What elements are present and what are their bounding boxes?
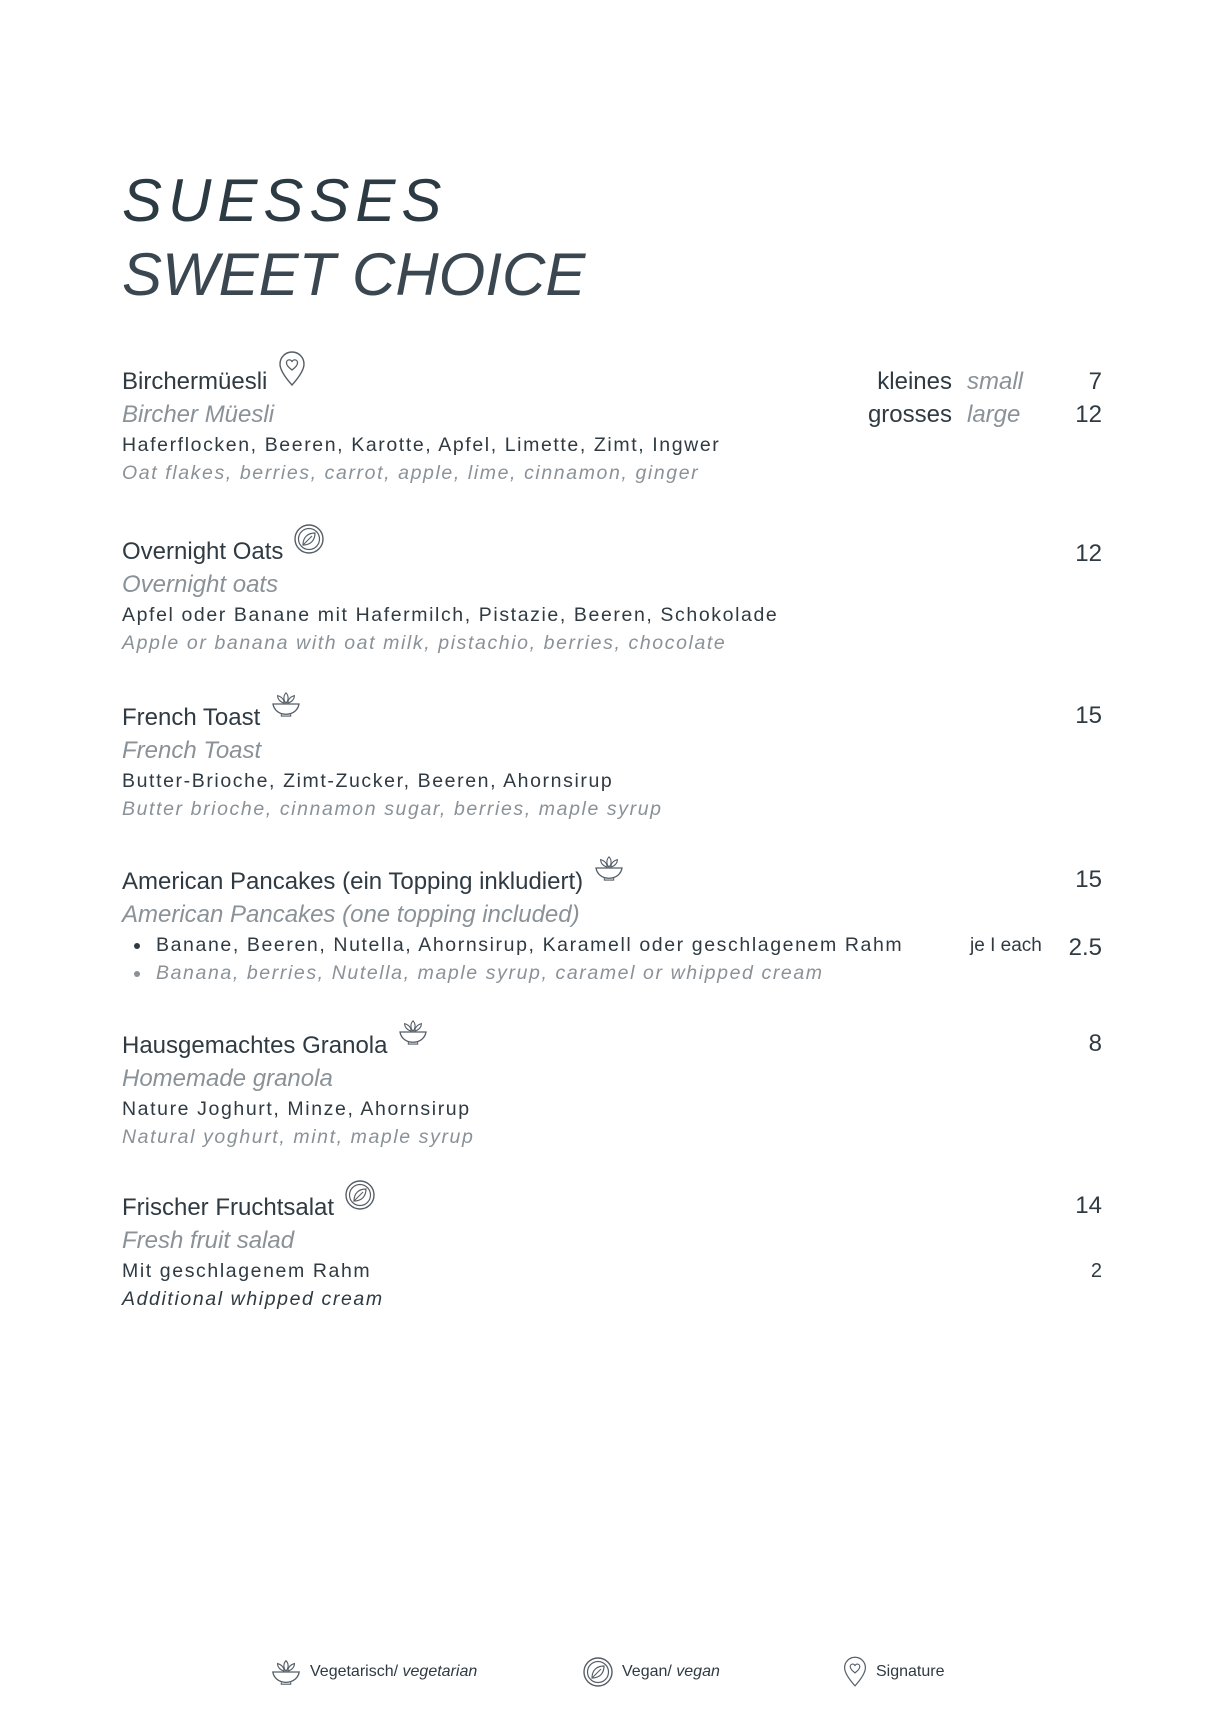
topping-price: 2.5 [1068, 934, 1102, 961]
price-large: 12 [1075, 401, 1102, 428]
item-name-en: Homemade granola [122, 1065, 333, 1092]
item-description-en: Oat flakes, berries, carrot, apple, lime, cinnamon, ginger [122, 462, 700, 484]
signature-icon [842, 1655, 868, 1689]
item-name-en: Bircher Müesli [122, 401, 275, 428]
legend-signature [842, 1652, 945, 1692]
item-price: 8 [1088, 1030, 1102, 1057]
item-description: Butter-Brioche, Zimt-Zucker, Beeren, Ahornsirup [122, 770, 614, 792]
item-name: Overnight Oats [122, 538, 284, 565]
section-title-de: SUESSES [122, 167, 448, 234]
vegan-icon [582, 1656, 614, 1688]
menu-item-american-pancakes [122, 865, 1102, 987]
section-title-en: SWEET CHOICE [122, 241, 586, 308]
item-name: American Pancakes (ein Topping inkludiert) [122, 868, 584, 895]
topping-list-item: Banane, Beeren, Nutella, Ahornsirup, Karamell oder geschlagenem Rahm [122, 931, 1102, 959]
item-name-en: American Pancakes (one topping included) [122, 901, 580, 928]
size-label-small-de: kleines [877, 368, 952, 395]
item-description: Nature Joghurt, Minze, Ahornsirup [122, 1098, 471, 1120]
legend-vegetarian [270, 1652, 477, 1692]
menu-item-french-toast [122, 701, 1102, 823]
vegetarian-icon [270, 1658, 302, 1686]
item-description-en: Butter brioche, cinnamon sugar, berries, maple syrup [122, 798, 663, 820]
item-price: 15 [1075, 866, 1102, 893]
item-price: 15 [1075, 702, 1102, 729]
menu-item-fruit-salad [122, 1191, 1102, 1313]
price-small: 7 [1088, 368, 1102, 395]
legend-vegetarian-de: Vegetarisch/ [310, 1663, 399, 1680]
legend-vegan-en: vegan [676, 1663, 720, 1680]
menu-item-granola [122, 1029, 1102, 1151]
item-description: Apfel oder Banane mit Hafermilch, Pistazie, Beeren, Schokolade [122, 604, 779, 626]
menu-item-birchermuesli [122, 365, 1102, 487]
signature-icon [277, 351, 307, 387]
extra-price: 2 [1090, 1260, 1102, 1282]
item-price: 14 [1075, 1192, 1102, 1219]
vegetarian-icon [270, 691, 302, 717]
item-description: Mit geschlagenem Rahm [122, 1260, 372, 1282]
vegan-icon [344, 1179, 376, 1211]
vegetarian-icon [593, 855, 625, 881]
legend-signature-text: Signature [876, 1663, 945, 1680]
menu-item-overnight-oats [122, 535, 1102, 657]
item-name-en: Overnight oats [122, 571, 279, 598]
vegetarian-icon [397, 1019, 429, 1045]
item-description: Haferflocken, Beeren, Karotte, Apfel, Limette, Zimt, Ingwer [122, 434, 721, 456]
topping-list-item-en: Banana, berries, Nutella, maple syrup, caramel or whipped cream [122, 959, 1102, 987]
item-description-en: Natural yoghurt, mint, maple syrup [122, 1126, 475, 1148]
item-description-en: Additional whipped cream [122, 1288, 384, 1310]
item-price: 12 [1075, 540, 1102, 567]
each-label: je I each [970, 935, 1042, 956]
topping-list [122, 931, 1102, 987]
vegan-icon [293, 523, 325, 555]
size-label-large-de: grosses [867, 401, 952, 428]
legend-vegan-de: Vegan/ [622, 1663, 672, 1680]
item-name: French Toast [122, 704, 261, 731]
item-name: Birchermüesli [122, 368, 268, 395]
item-name-en: French Toast [122, 737, 262, 764]
item-name: Hausgemachtes Granola [122, 1032, 388, 1059]
item-name-en: Fresh fruit salad [122, 1227, 295, 1254]
item-name: Frischer Fruchtsalat [122, 1194, 335, 1221]
legend-vegan [582, 1652, 720, 1692]
legend-vegetarian-en: vegetarian [402, 1663, 478, 1680]
item-description-en: Apple or banana with oat milk, pistachio, berries, chocolate [122, 632, 727, 654]
size-label-small-en: small [967, 368, 1024, 395]
size-label-large-en: large [967, 401, 1021, 428]
